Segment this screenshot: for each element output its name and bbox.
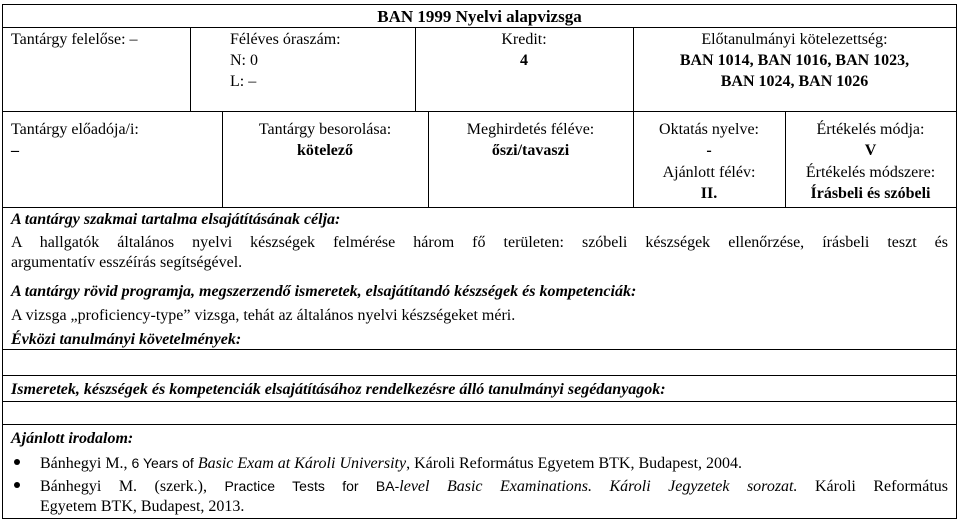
classification-value: kötelező: [297, 142, 353, 159]
program-heading: A tantárgy rövid programja, megszerzendő ismeretek, elsajátítandó készségek és kompetenciák:: [11, 283, 637, 300]
prereq-line1: BAN 1014, BAN 1016, BAN 1023,: [679, 52, 910, 69]
requirements-heading: Évközi tanulmányi követelmények:: [11, 331, 242, 348]
literature-item-2-line2: Egyetem BTK, Budapest, 2013.: [40, 498, 245, 515]
semester-value: őszi/tavaszi: [491, 142, 570, 159]
literature-heading: Ajánlott irodalom:: [11, 430, 134, 447]
recommended-value: II.: [700, 185, 718, 202]
literature-item-2: [40, 476, 948, 497]
course-title: BAN 1999 Nyelvi alapvizsga: [377, 7, 582, 26]
program-text: A vizsga „proficiency-type” vizsga, tehát az általános nyelvi készségeket méri.: [11, 307, 516, 324]
lecturer-label: Tantárgy előadója/i:: [11, 121, 139, 138]
prereq-label: Előtanulmányi kötelezettség:: [701, 31, 888, 48]
assessment-label: Értékelés módja:: [816, 121, 925, 138]
responsible-label: Tantárgy felelőse: –: [11, 31, 138, 48]
item1-title: Basic Exam at Károli University: [197, 455, 407, 472]
prereq-line2: BAN 1024, BAN 1026: [720, 73, 869, 90]
credit-label: Kredit:: [501, 31, 547, 48]
assessment-value: V: [864, 142, 877, 159]
bullet-icon: [14, 459, 20, 465]
aim-text-line1: A hallgatók általános nyelvi készségek felmérése három fő területen: szóbeli készségek ellenőrzése, írásbeli teszt és: [11, 234, 948, 251]
literature-item-1: [40, 453, 948, 474]
item2-part2: Károli Református: [815, 478, 949, 495]
item2-author: Bánhegyi M. (szerk.),: [40, 478, 207, 495]
item2-part1: Practice Tests for BA-: [224, 478, 400, 494]
hours-label: Féléves óraszám:: [230, 31, 341, 48]
materials-heading: Ismeretek, készségek és kompetenciák elsajátításához rendelkezésre álló tanulmányi segédanyagok:: [11, 381, 666, 398]
method-value: Írásbeli és szóbeli: [810, 185, 931, 202]
item1-part1: 6 Years of: [131, 455, 194, 471]
credit-value: 4: [520, 52, 528, 69]
item1-author: Bánhegyi M.,: [40, 455, 128, 472]
method-label: Értékelés módszere:: [805, 164, 936, 181]
hours-n: N: 0: [230, 52, 258, 69]
language-value: -: [706, 142, 712, 159]
hours-l: L: –: [230, 73, 257, 90]
classification-label: Tantárgy besorolása:: [258, 121, 392, 138]
language-label: Oktatás nyelve:: [659, 121, 759, 138]
aim-heading: A tantárgy szakmai tartalma elsajátításának célja:: [11, 211, 341, 228]
recommended-label: Ajánlott félév:: [662, 164, 756, 181]
bullet-icon: [14, 482, 20, 488]
item2-title: level Basic Examinations. Károli Jegyzetek sorozat.: [399, 478, 798, 495]
semester-label: Meghirdetés féléve:: [466, 121, 595, 138]
item1-part2: , Károli Református Egyetem BTK, Budapest, 2004.: [406, 455, 743, 472]
lecturer-value: –: [11, 142, 19, 159]
aim-text-line2: argumentatív esszéírás segítségével.: [11, 254, 243, 271]
